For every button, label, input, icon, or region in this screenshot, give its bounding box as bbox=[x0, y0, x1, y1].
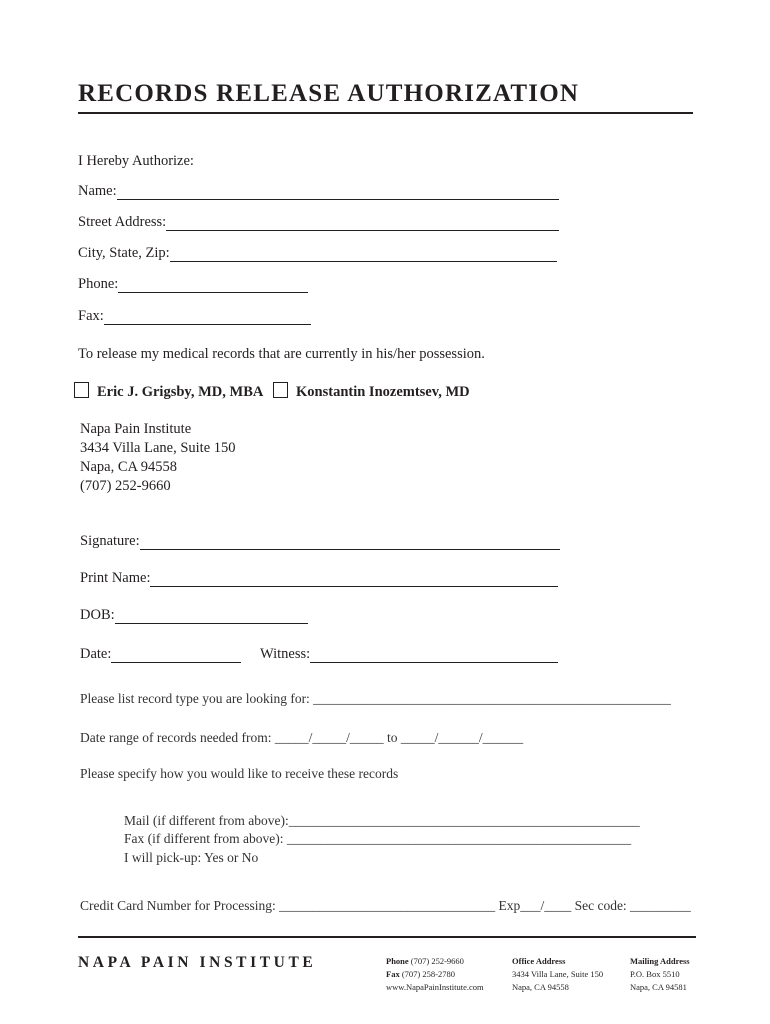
footer-mailing-line1: P.O. Box 5510 bbox=[630, 969, 680, 979]
footer-office bbox=[512, 955, 603, 994]
footer-mailing-label: Mailing Address bbox=[630, 956, 690, 966]
clinic-name: Napa Pain Institute bbox=[80, 421, 192, 437]
page-title: RECORDS RELEASE AUTHORIZATION bbox=[78, 80, 580, 107]
dob-label: DOB: bbox=[80, 607, 115, 623]
footer-office-line2: Napa, CA 94558 bbox=[512, 982, 569, 992]
signature-row bbox=[80, 533, 560, 550]
doctor-name: Konstantin Inozemtsev, MD bbox=[296, 384, 470, 400]
footer-phone: (707) 252-9660 bbox=[410, 956, 464, 966]
fax-field[interactable] bbox=[104, 310, 311, 325]
footer-mailing-line2: Napa, CA 94581 bbox=[630, 982, 687, 992]
footer-fax: (707) 258-2780 bbox=[401, 969, 455, 979]
city-row bbox=[78, 245, 557, 262]
footer-phone-label: Phone bbox=[386, 956, 409, 966]
checkbox[interactable] bbox=[273, 382, 288, 398]
print-name-field[interactable] bbox=[150, 572, 558, 587]
name-field[interactable] bbox=[117, 185, 559, 200]
fax-label: Fax: bbox=[78, 308, 104, 324]
fax-option-line[interactable]: Fax (if different from above): ___________________________________________________ bbox=[124, 831, 632, 846]
footer-mailing bbox=[630, 955, 690, 994]
footer-office-label: Office Address bbox=[512, 956, 566, 966]
street-label: Street Address: bbox=[78, 214, 167, 230]
clinic-address: 3434 Villa Lane, Suite 150 bbox=[80, 440, 236, 456]
clinic-address-block bbox=[80, 420, 236, 496]
footer-office-line1: 3434 Villa Lane, Suite 150 bbox=[512, 969, 604, 979]
street-row bbox=[78, 214, 559, 231]
name-row bbox=[78, 183, 559, 200]
phone-row bbox=[78, 276, 308, 293]
date-field[interactable] bbox=[111, 648, 241, 663]
witness-label: Witness: bbox=[260, 646, 311, 662]
signature-field[interactable] bbox=[140, 535, 560, 550]
footer-contact bbox=[386, 955, 484, 994]
phone-field[interactable] bbox=[118, 278, 308, 293]
title-divider bbox=[78, 112, 693, 114]
doctor-option-inozemtsev[interactable] bbox=[273, 382, 470, 401]
footer-website[interactable]: www.NapaPainInstitute.com bbox=[386, 982, 484, 992]
witness-field[interactable] bbox=[310, 648, 558, 663]
intro-text: I Hereby Authorize: bbox=[78, 153, 194, 169]
footer-fax-label: Fax bbox=[386, 969, 400, 979]
signature-label: Signature: bbox=[80, 533, 140, 549]
footer-brand: NAPA PAIN INSTITUTE bbox=[78, 954, 317, 971]
footer-divider bbox=[78, 936, 696, 938]
fax-row bbox=[78, 308, 311, 325]
receive-instructions: Please specify how you would like to receive these records bbox=[80, 766, 399, 781]
street-field[interactable] bbox=[166, 216, 559, 231]
phone-label: Phone: bbox=[78, 276, 119, 292]
pickup-option-line[interactable]: I will pick-up: Yes or No bbox=[124, 850, 259, 865]
mail-option-line[interactable]: Mail (if different from above):____________________________________________________ bbox=[124, 813, 640, 828]
doctor-name: Eric J. Grigsby, MD, MBA bbox=[97, 384, 264, 400]
city-label: City, State, Zip: bbox=[78, 245, 170, 261]
print-name-row bbox=[80, 570, 558, 587]
print-name-label: Print Name: bbox=[80, 570, 151, 586]
dob-field[interactable] bbox=[115, 609, 308, 624]
date-row bbox=[80, 646, 241, 663]
date-range-line[interactable]: Date range of records needed from: _____/_____/_____ to _____/______/______ bbox=[80, 730, 524, 745]
date-label: Date: bbox=[80, 646, 112, 662]
dob-row bbox=[80, 607, 308, 624]
clinic-city: Napa, CA 94558 bbox=[80, 459, 178, 475]
clinic-phone: (707) 252-9660 bbox=[80, 478, 171, 494]
credit-card-line[interactable]: Credit Card Number for Processing: ________________________________ Exp___/____ Sec code: _________ bbox=[80, 898, 691, 913]
witness-row bbox=[260, 646, 558, 663]
release-text: To release my medical records that are currently in his/her possession. bbox=[78, 346, 485, 362]
name-label: Name: bbox=[78, 183, 117, 199]
checkbox[interactable] bbox=[74, 382, 89, 398]
city-field[interactable] bbox=[170, 247, 557, 262]
record-type-line[interactable]: Please list record type you are looking for: _____________________________________________________ bbox=[80, 691, 671, 706]
doctor-option-grigsby[interactable] bbox=[74, 382, 263, 401]
